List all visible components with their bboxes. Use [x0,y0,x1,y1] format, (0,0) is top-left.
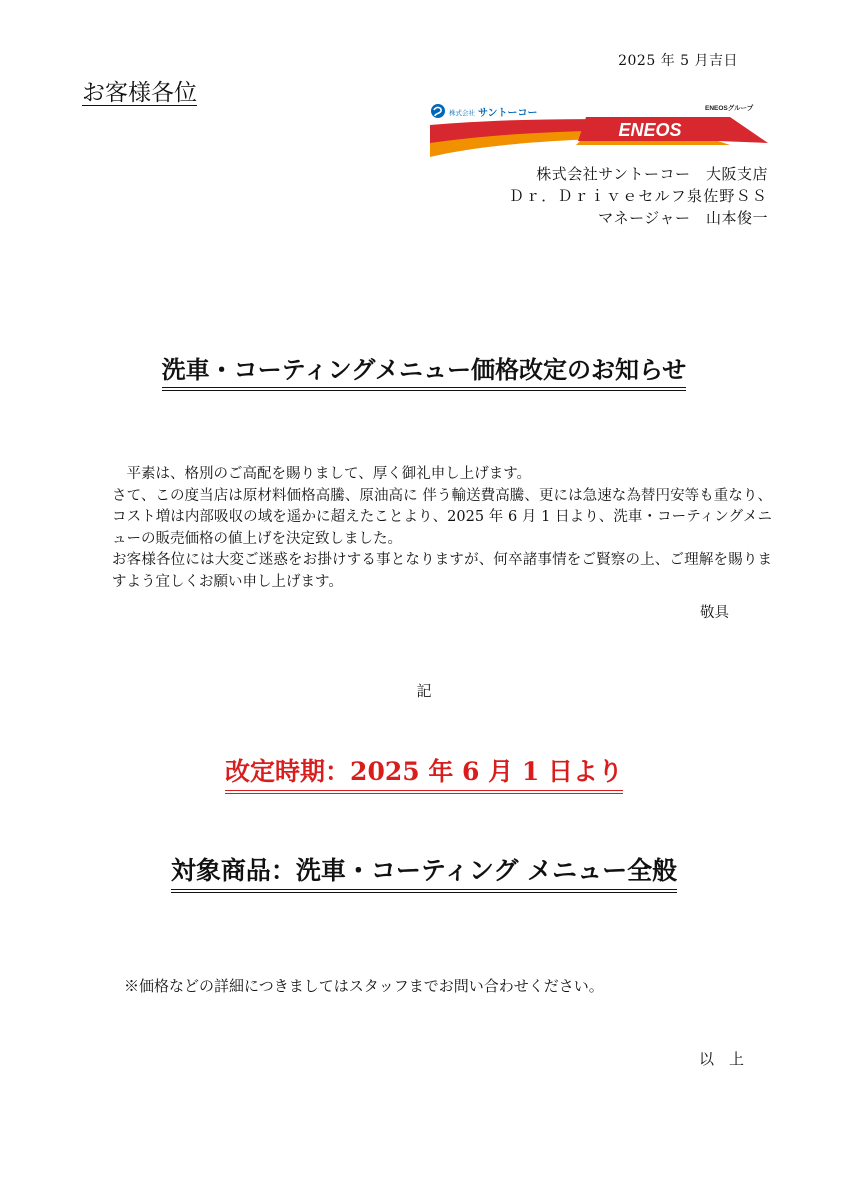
logo-company-small: 株式会社 [449,110,475,117]
notice-title-wrap [0,350,848,391]
logo-swirl-icon [431,104,445,118]
revision-period: 改定時期：2025 年 6 月 1 日より [225,752,623,794]
logo-arrow-tip [718,117,768,143]
logo-brand-text: ENEOS [618,120,682,140]
target-products: 対象商品：洗車・コーティング メニュー全般 [171,851,677,893]
addressee: お客様各位 [82,80,197,106]
logo-company-name: サントーコー [478,108,538,119]
inquiry-note: ※価格などの詳細につきましてはスタッフまでお問い合わせください。 [124,977,604,995]
closing-keigu: 敬具 [700,605,729,621]
logo-group-label: ENEOSグループ [705,105,754,112]
body-paragraph-apology: お客様各位には大変ご迷惑をお掛けする事となりますが、何卒諸事情をご賢察の上、ご理解を賜りますよう宜しくお願い申し上げます。 [112,552,772,590]
target-products-wrap [0,851,848,893]
ki-marker: 記 [416,682,432,700]
revision-period-wrap [0,752,848,794]
notice-body [112,464,772,593]
body-paragraph-reason: さて、この度当店は原材料価格高騰、原油高に 伴う輸送費高騰、更には急速な為替円安等も重なり、コスト増は内部吸収の域を遥かに超えたことより、2025 年 6 月 1 日より、洗車・コーティングメニューの販売価格の値上げを決定致しました。 [112,487,772,547]
logo-orange-stripe [576,141,730,145]
sender-manager: マネージャー 山本俊一 [598,209,768,227]
notice-title: 洗車・コーティングメニュー価格改定のお知らせ [162,350,687,391]
ijou-end-marker: 以 上 [699,1050,745,1068]
sender-company-branch: 株式会社サントーコー 大阪支店 [536,165,768,183]
company-logo-banner [430,103,768,159]
body-paragraph-greeting: 平素は、格別のご高配を賜りまして、厚く御礼申し上げます。 [126,466,532,482]
sender-station: Ｄｒ．Ｄｒｉｖｅセルフ泉佐野ＳＳ [508,187,768,205]
document-date: 2025 年 5 月吉日 [618,53,738,69]
